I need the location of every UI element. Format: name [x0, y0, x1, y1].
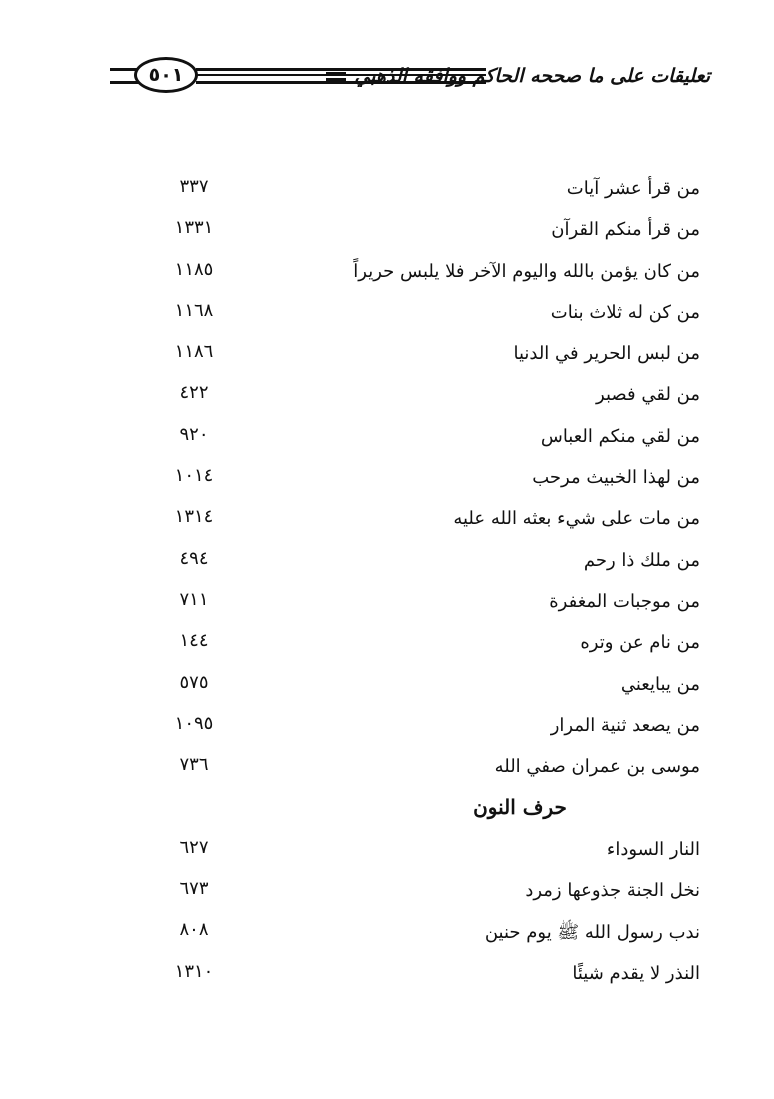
- entry-text: من يبايعني: [620, 673, 700, 695]
- entry-text: موسى بن عمران صفي الله: [494, 756, 700, 778]
- section-heading-text: حرف النون: [473, 795, 567, 820]
- index-entry: [160, 500, 700, 541]
- index-entry: [160, 253, 700, 294]
- index-entry: [160, 666, 700, 707]
- index-entry: [160, 542, 700, 583]
- entry-text: من نام عن وتره: [580, 632, 700, 654]
- entry-text: من لهذا الخبيث مرحب: [532, 467, 700, 489]
- entry-text: من موجبات المغفرة: [549, 590, 700, 612]
- entry-number: ١١٦٨: [174, 299, 214, 321]
- index-entry: [160, 624, 700, 665]
- index-entry: [160, 831, 700, 872]
- entry-number: ٦٧٣: [179, 878, 209, 900]
- index-list: [160, 170, 700, 996]
- entry-number: ٦٢٧: [179, 836, 209, 858]
- index-entry: [160, 459, 700, 500]
- entry-number: ١٣١٠: [174, 960, 214, 982]
- index-entry: [160, 707, 700, 748]
- entry-text: من قرأ منكم القرآن: [551, 219, 700, 241]
- entry-number: ٧١١: [179, 588, 209, 610]
- header-ornament: [326, 72, 346, 81]
- entry-number: ٤٢٢: [179, 382, 209, 404]
- entry-number: ١٠٩٥: [174, 712, 214, 734]
- entry-text: من كن له ثلاث بنات: [550, 301, 700, 323]
- entry-text: من قرأ عشر آيات: [566, 178, 700, 199]
- index-entry: [160, 748, 700, 789]
- page-number-badge: [134, 57, 198, 93]
- index-entry: [160, 913, 700, 954]
- entry-number: ١٣١٤: [174, 506, 214, 528]
- index-entry: [160, 376, 700, 417]
- entry-text: من مات على شيء بعثه الله عليه: [453, 508, 700, 530]
- running-title: تعليقات على ما صححه الحاكم ووافقه الذهبي: [354, 65, 710, 87]
- entry-text: من لبس الحرير في الدنيا: [513, 343, 700, 365]
- entry-number: ١٠١٤: [174, 465, 214, 487]
- entry-number: ١١٨٥: [174, 258, 214, 280]
- entry-number: ١٤٤: [179, 630, 209, 652]
- entry-text: النار السوداء: [606, 838, 700, 860]
- entry-text: النذر لا يقدم شيئًا: [572, 962, 700, 984]
- entry-text: ندب رسول الله ﷺ يوم حنين: [484, 922, 700, 944]
- entry-text: من لقي فصبر: [596, 384, 700, 406]
- entry-number: ١٣٣١: [174, 217, 214, 239]
- index-entry: [160, 170, 700, 211]
- index-entry: [160, 872, 700, 913]
- entry-text: من يصعد ثنية المرار: [550, 714, 700, 736]
- entry-text: من ملك ذا رحم: [583, 549, 700, 571]
- index-entry: [160, 294, 700, 335]
- entry-number: ٩٢٠: [179, 423, 209, 445]
- index-entry: [160, 335, 700, 376]
- entry-number: ٥٧٥: [179, 671, 209, 693]
- page-header: [110, 55, 710, 99]
- index-entry: [160, 955, 700, 996]
- index-entry: [160, 418, 700, 459]
- entry-number: ٤٩٤: [179, 547, 209, 569]
- entry-text: من لقي منكم العباس: [540, 425, 700, 447]
- page-number: ٥٠١: [148, 64, 184, 86]
- header-title-wrap: [326, 65, 710, 87]
- section-heading: [160, 789, 700, 830]
- entry-number: ٣٣٧: [179, 176, 209, 197]
- index-entry: [160, 211, 700, 252]
- entry-number: ١١٨٦: [174, 341, 214, 363]
- entry-number: ٨٠٨: [179, 919, 209, 941]
- entry-text: من كان يؤمن بالله واليوم الآخر فلا يلبس حريراً: [353, 260, 700, 282]
- entry-text: نخل الجنة جذوعها زمرد: [525, 880, 700, 902]
- entry-number: ٧٣٦: [179, 754, 209, 776]
- index-entry: [160, 583, 700, 624]
